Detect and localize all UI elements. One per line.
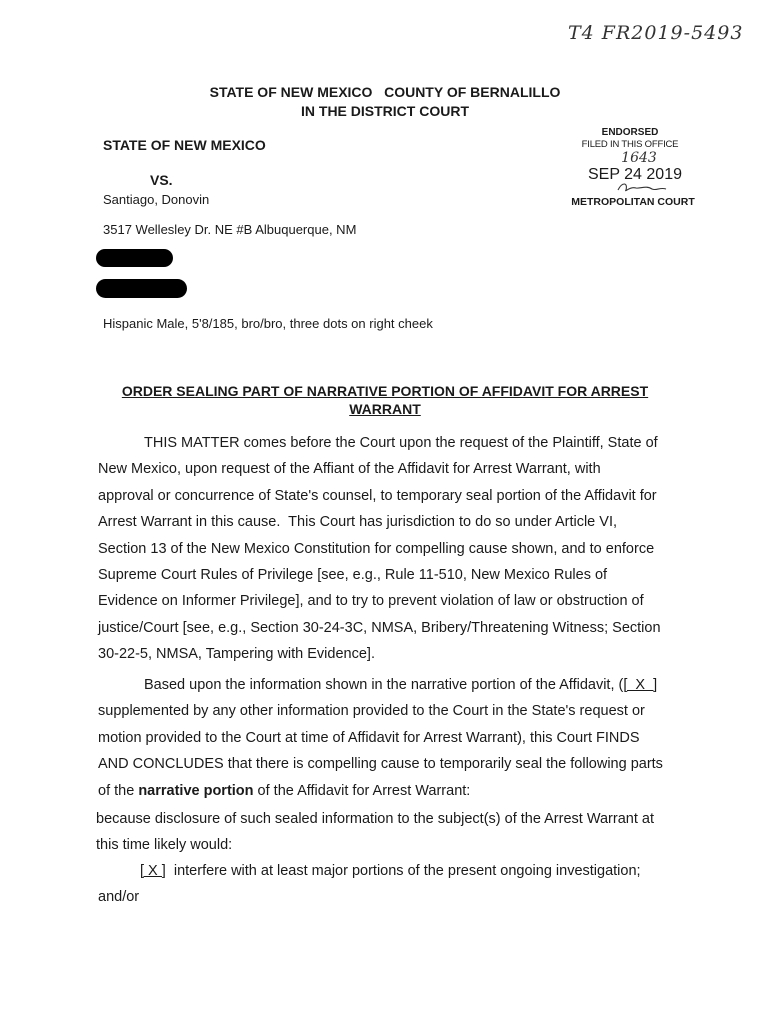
paragraph-line: 30-22-5, NMSA, Tampering with Evidence]. [98,646,375,663]
handwritten-case-number: T4 FR2019-5493 [568,22,744,44]
filed-stamp [560,127,700,208]
defendant-name: Santiago, Donovin [103,192,210,207]
paragraph-1 [98,430,698,668]
paragraph-line: supplemented by any other information provided to the Court in the State's request or [98,703,645,720]
order-title-line1: ORDER SEALING PART OF NARRATIVE PORTION OF AFFIDAVIT FOR ARREST [121,383,649,399]
paragraph-2 [98,672,708,804]
redaction-bar [96,279,187,298]
stamp-endorsed: ENDORSED [601,127,659,138]
plaintiff-name: STATE OF NEW MEXICO [103,137,266,153]
signature-scribble [560,182,700,194]
paragraph-line [98,778,708,804]
paragraph-line: approval or concurrence of State's counsel, to temporary seal portion of the Affidavit for [98,487,657,504]
stamp-time: 1643 [621,150,657,166]
paragraph-line: Evidence on Informer Privilege], and to try to prevent violation of law or obstruction of [98,593,644,610]
paragraph-line: this time likely would: [96,837,233,854]
andor-label: and/or [98,889,140,906]
paragraph-line [98,858,708,884]
court-header-line2: IN THE DISTRICT COURT [301,103,469,119]
paragraph-line [98,672,708,698]
versus-label: VS. [150,172,173,188]
redaction-bar [96,249,173,267]
paragraph-line: Section 13 of the New Mexico Constitution for compelling cause shown, and to enforce [98,540,655,557]
because-clause [96,806,706,859]
court-header-line1: STATE OF NEW MEXICO COUNTY OF BERNALILLO [209,84,561,100]
finding-item-1-text: interfere with at least major portions of the present ongoing investigation; [173,863,641,879]
paragraph2-intro: Based upon the information shown in the narrative portion of the Affidavit, ( [144,677,624,693]
stamp-court: METROPOLITAN COURT [571,196,695,208]
paragraph-line: Arrest Warrant in this cause. This Court has jurisdiction to do so under Article VI, [98,514,617,531]
checkbox-supplemented: [ X ] [623,677,658,693]
paragraph-line: AND CONCLUDES that there is compelling cause to temporarily seal the following parts [98,756,663,773]
paragraph-line: because disclosure of such sealed information to the subject(s) of the Arrest Warrant at [96,811,654,827]
stamp-date: SEP 24 2019 [587,166,682,183]
paragraph-line: motion provided to the Court at time of Affidavit for Arrest Warrant), this Court FINDS [98,729,640,746]
narrative-portion-emphasis: narrative portion [138,782,254,799]
defendant-address: 3517 Wellesley Dr. NE #B Albuquerque, NM [103,222,357,237]
paragraph2-last-post: of the Affidavit for Arrest Warrant: [253,782,471,799]
checkbox-interfere: [ X ] [140,863,166,879]
stamp-filed: FILED IN THIS OFFICE [581,139,679,150]
finding-item-1 [98,858,708,911]
paragraph-line: justice/Court [see, e.g., Section 30-24-3C, NMSA, Bribery/Threatening Witness; Section [98,619,661,636]
defendant-description: Hispanic Male, 5'8/185, bro/bro, three dots on right cheek [103,316,433,331]
paragraph2-last-pre: of the [98,782,139,799]
order-title-line2: WARRANT [349,401,421,417]
stamp-signature [560,184,700,196]
paragraph-line: New Mexico, upon request of the Affiant of the Affidavit for Arrest Warrant, with [98,461,601,478]
paragraph-line: THIS MATTER comes before the Court upon the request of the Plaintiff, State of [144,435,658,451]
paragraph-line: Supreme Court Rules of Privilege [see, e.g., Rule 11-510, New Mexico Rules of [98,567,608,584]
